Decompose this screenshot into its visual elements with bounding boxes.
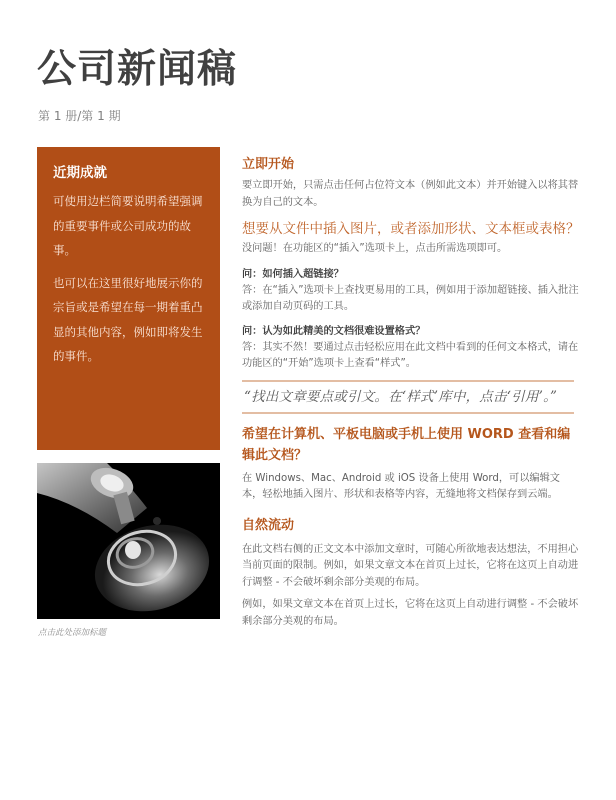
violin-scroll-icon [37, 463, 220, 619]
section-body[interactable]: 没问题！在功能区的“插入”选项卡上，点击所需选项即可。 [242, 243, 508, 254]
sidebar-paragraph[interactable]: 也可以在这里很好地展示你的宗旨或是希望在每一期着重凸显的其他内容，例如即将发生的事件。 [53, 275, 203, 363]
sidebar-heading[interactable]: 近期成就 [53, 165, 107, 181]
document-title[interactable]: 公司新闻稿 [37, 47, 238, 92]
section-heading-insert-picture[interactable]: 想要从文件中插入图片，或者添加形状、文本框或表格？ [242, 221, 580, 237]
section-body[interactable]: 在此文档右侧的正文文本中添加文章时，可随心所欲地表达想法，不用担心当前页面的限制。例如，如果文章文本在首页上过长，它将在这页上自动进行调整 - 不会破坏剩余部分美观的布局。 [242, 543, 579, 588]
pull-quote [242, 380, 574, 414]
image-caption[interactable]: 点击此处添加标题 [38, 628, 107, 638]
section-heading-natural-flow[interactable]: 自然流动 [242, 517, 295, 533]
sidebar-box [37, 147, 220, 450]
section-heading-get-started[interactable]: 立即开始 [242, 157, 295, 172]
faq-question[interactable]: 问：如何插入超链接？ [242, 268, 344, 280]
section-heading-use-word[interactable]: 希望在计算机、平板电脑或手机上使用 WORD 查看和编辑此文档？ [242, 426, 571, 463]
faq-answer[interactable]: 答：其实不然！要通过点击轻松应用在此文档中看到的任何文本格式，请在功能区的“开始”选项卡上查看“样式”。 [242, 341, 579, 369]
section-body[interactable]: 要立即开始，只需点击任何占位符文本（例如此文本）并开始键入以将其替换为自己的文本。 [242, 180, 579, 208]
section-body[interactable]: 例如，如果文章文本在首页上过长，它将在这页上自动进行调整 - 不会破坏剩余部分美观的布局。 [242, 599, 579, 627]
faq-answer[interactable]: 答：在“插入”选项卡上查找更易用的工具，例如用于添加超链接、插入批注或添加自动页码的工具。 [242, 284, 579, 312]
pull-quote-text[interactable]: “找出文章要点或引文。在‘样式’库中，点击‘引用’。” [244, 388, 558, 405]
sidebar-paragraph[interactable]: 可使用边栏简要说明希望强调的重要事件或公司成功的故事。 [53, 194, 203, 257]
issue-number[interactable]: 第 1 册/第 1 期 [38, 109, 121, 123]
violin-scroll-photo[interactable] [37, 463, 220, 619]
faq-question[interactable]: 问：认为如此精美的文档很难设置格式？ [242, 325, 426, 337]
main-column [242, 155, 580, 630]
section-body[interactable]: 在 Windows、Mac、Android 或 iOS 设备上使用 Word，可以编辑文本，轻松地插入图片、形状和表格等内容，无缝地将文档保存到云端。 [242, 472, 560, 500]
